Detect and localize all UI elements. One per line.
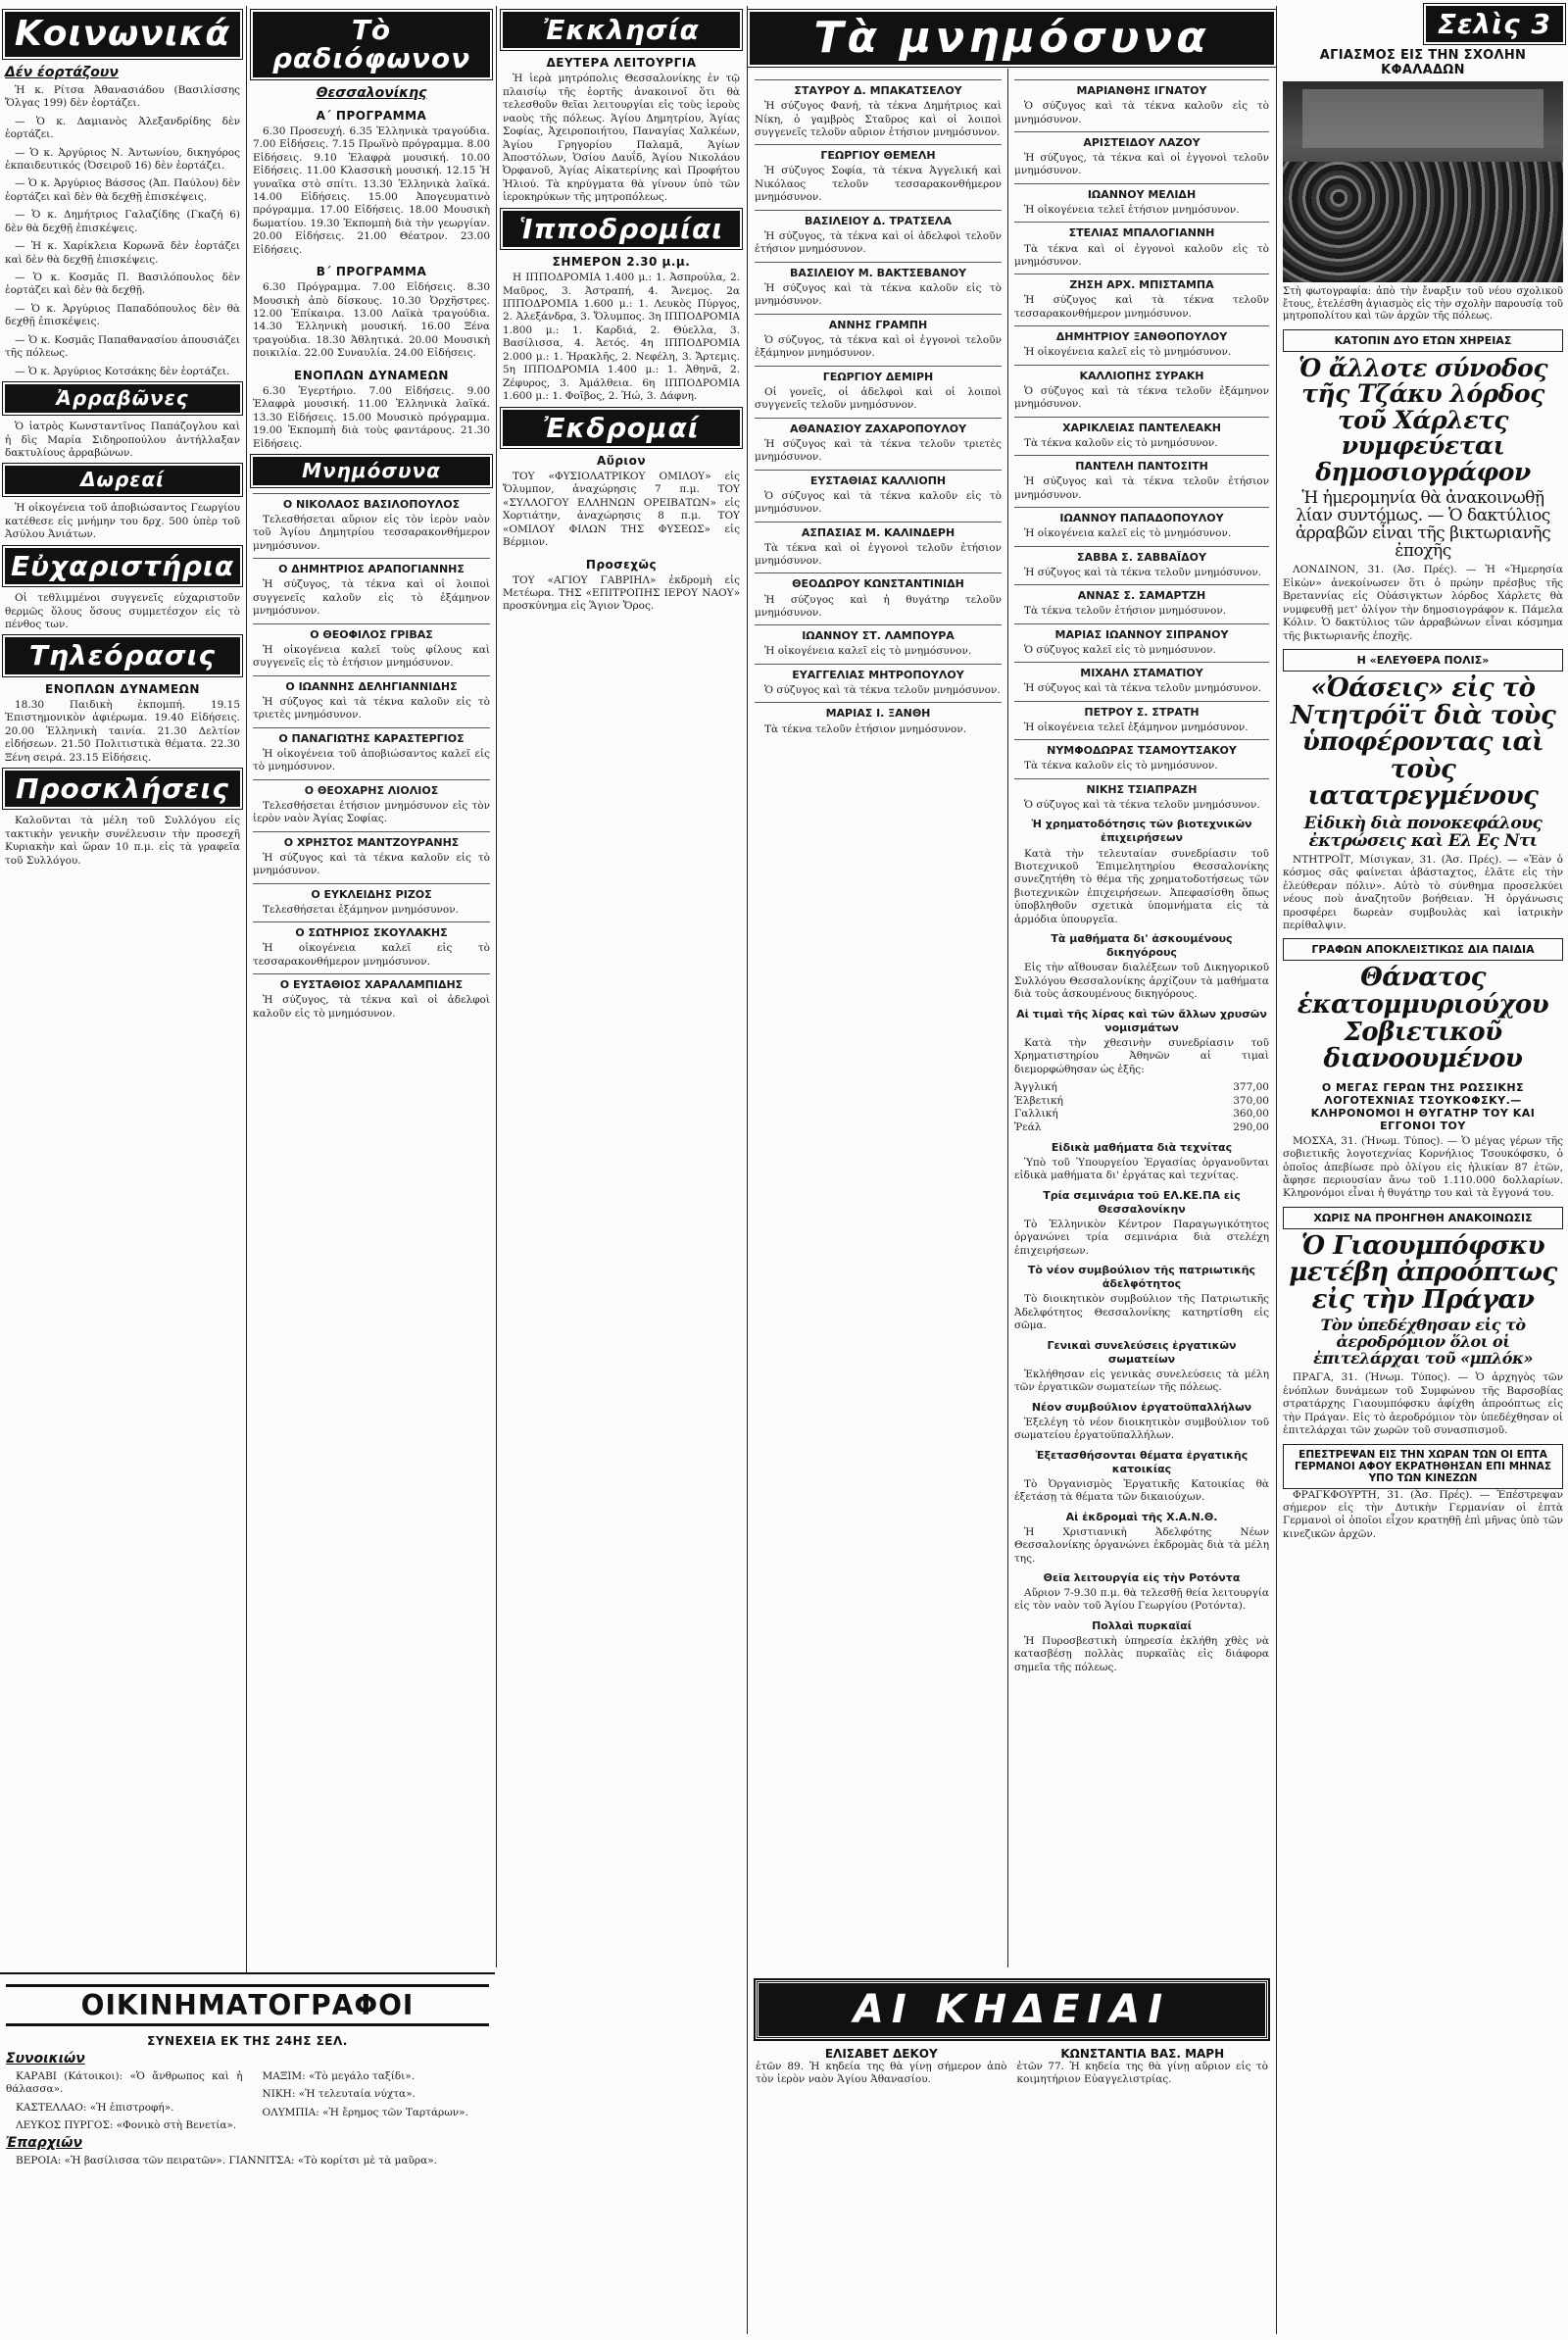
society-paragraph: — Ὁ κ. Ἀργύριος Κοτσάκης δὲν ἑορτάζει. [15,365,230,377]
brief-headline: Ἡ χρηματοδότησις τῶν βιοτεχνικῶν ἐπιχειρήσεων [1031,818,1252,845]
memorial-entry [1014,701,1269,735]
memorial-text: Τὰ τέκνα τελοῦν ἐτήσιον μνημόσυνον. [1024,605,1227,618]
memorial-name: ΧΑΡΙΚΛΕΙΑΣ ΠΑΝΤΕΛΕΑΚΗ [1062,421,1221,434]
cinema-section: Συνοικιών [6,2051,85,2066]
memorial-entry [253,973,490,1021]
memorial-text: Ὁ σύζυγος καὶ τὰ τέκνα καλοῦν εἰς τὸ μνημόσυνον. [755,489,1002,516]
memorial-name: ΖΗΣΗ ΑΡΧ. ΜΠΙΣΤΑΜΠΑ [1069,278,1214,292]
memorial-name: ΝΙΚΗΣ ΤΣΙΑΠΡΑΖΗ [1086,782,1198,796]
cinema-box [0,1972,495,2337]
memorial-text: Ἡ σύζυγος καὶ τὰ τέκνα τελοῦν ἐτήσιον μνημόσυνον. [1014,475,1269,501]
memorial-text: Οἱ γονεῖς, οἱ ἀδελφοὶ καὶ οἱ λοιποὶ συγγενεῖς τελοῦν μνημόσυνον. [755,385,1002,412]
brief-text: Ὑπὸ τοῦ Ὑπουργείου Ἐργασίας ὀργανοῦνται εἰδικὰ μαθήματα δι' ἐργάτας καὶ τεχνίτας. [1014,1156,1269,1182]
funeral-entry [756,2047,1007,2087]
memorial-name: ΙΩΑΝΝΟΥ ΣΤ. ΛΑΜΠΟΥΡΑ [802,629,955,643]
memorial-entry [253,727,490,774]
memorial-entry [1014,274,1269,321]
races-subhead: ΣΗΜΕΡΟΝ 2.30 μ.μ. [552,255,691,270]
memorial-entry [755,79,1002,139]
society-paragraph: — Ὁ κ. Ἀργύριος Βάσσος (Ἀπ. Παύλου) δὲν ἑορτάζει καὶ δὲν θὰ δεχθῇ ἐπισκέψεις. [5,177,240,203]
memorial-name: Ο ΣΩΤΗΡΙΟΣ ΣΚΟΥΛΑΚΗΣ [295,926,448,940]
memorial-entry [755,702,1002,736]
memorial-entry [253,831,490,878]
brief-headline: Νέον συμβούλιον ἐργατοϋπαλλήλων [1031,1400,1252,1414]
brief-text: Εἰς τὴν αἴθουσαν διαλέξεων τοῦ Δικηγορικοῦ Συλλόγου Θεσσαλονίκης ἀρχίζουν τὰ μαθήματα διὰ τοὺς ἀσκουμένους δικηγόρους. [1014,962,1269,1001]
photo-kicker: ΑΓΙΑΣΜΟΣ ΕΙΣ ΤΗΝ ΣΧΟΛΗΝ ΚΦΑΛΑΔΩΝ [1319,48,1527,78]
memorial-text: Ἡ σύζυγος, τὰ τέκνα καὶ οἱ ἐγγονοὶ τελοῦν μνημόσυνον. [1014,152,1269,177]
column-church [498,0,745,2340]
tv-text: 18.30 Παιδικὴ ἐκπομπή. 19.15 Ἐπιστημονικὸν ἀφιέρωμα. 19.40 Εἰδήσεις. 20.00 Ἑλληνικὴ ταινία. 21.30 Δελτίον εἰδήσεων. 21.50 Πολιτιστικὰ θέματα. 22.30 Ξένη σειρά. 23.15 Εἰδήσεις. [5,698,240,764]
brief-text: Κατὰ τὴν τελευταίαν συνεδρίασιν τοῦ Βιοτεχνικοῦ Ἐπιμελητηρίου Θεσσαλονίκης συνεζητήθη τὸ θέμα τῆς χρηματοδοτήσεως τῶν βιοτεχνικῶν ἐπιχειρήσεων. Ἀπεφασίσθη ὅπως ὑποβληθοῦν σχετικὰ ὑπομνήματα εἰς τὰ ἁρμόδια ὑπουργεῖα. [1014,847,1269,925]
cinema-listing: ΟΛΥΜΠΙΑ: «Ἡ ἔρημος τῶν Ταρτάρων». [262,2106,468,2118]
memorial-text: Τὰ τέκνα καὶ οἱ ἐγγονοὶ τελοῦν ἐτήσιον μνημόσυνον. [755,541,1002,568]
memorial-entry [253,883,490,918]
cinema-listing: ΚΑΡΑΒΙ (Κάτοικοι): «Ὁ ἄνθρωπος καὶ ἡ θάλασσα». [6,2070,243,2096]
memorial-text: Ἡ οἰκογένεια τοῦ ἀποβιώσαντος καλεῖ εἰς τὸ μνημόσυνον. [253,747,490,773]
memorial-name: Ο ΘΕΟΧΑΡΗΣ ΛΙΟΛΙΟΣ [304,783,439,797]
memorial-entry [1014,662,1269,696]
memorial-name: Ο ΙΩΑΝΝΗΣ ΔΕΛΗΓΙΑΝΝΙΔΗΣ [285,679,458,693]
tv-subheading: ΕΝΟΠΛΩΝ ΔΥΝΑΜΕΩΝ [45,681,200,696]
invitations-text: Καλοῦνται τὰ μέλη τοῦ Συλλόγου εἰς τακτικὴν γενικὴν συνέλευσιν τὴν προσεχῆ Κυριακὴν καὶ ὥραν 10 π.μ. εἰς τὰ γραφεῖα τοῦ Συλλόγου. [5,815,240,867]
funerals-box [750,1972,1274,2337]
engagements-text: Ὁ ἰατρὸς Κωνσταντῖνος Παπάζογλου καὶ ἡ δὶς Μαρία Σιδηροπούλου ἀντήλλαξαν δακτυλίους ἀρραβώνων. [5,421,240,459]
memorial-text: Τὰ τέκνα καλοῦν εἰς τὸ μνημόσυνον. [1024,760,1218,772]
memorial-name: ΜΙΧΑΗΛ ΣΤΑΜΑΤΙΟΥ [1080,667,1203,680]
society-paragraph: — Ὁ κ. Ἀργύριος Ν. Ἀντωνίου, δικηγόρος ἐκπαιδευτικός (Ὀσειροῦ 16) δὲν ἑορτάζει. [5,146,240,172]
memorial-name: ΣΤΕΛΙΑΣ ΜΠΑΛΟΓΙΑΝΝΗ [1068,226,1215,240]
memorial-text: Ἡ οἰκογένεια τελεῖ ἐξάμηνον μνημόσυνον. [1024,721,1249,733]
memorial-name: ΒΑΣΙΛΕΙΟΥ Δ. ΤΡΑΤΣΕΛΑ [805,214,952,227]
memorial-text: Τελεσθήσεται ἐτήσιον μνημόσυνον εἰς τὸν ἱερὸν ναὸν Ἁγίας Σοφίας. [253,799,490,825]
cinema-provinces: Ἐπαρχιῶν [6,2134,82,2151]
trips-text: ΤΟΥ «ΦΥΣΙΟΛΑΤΡΙΚΟΥ ΟΜΙΛΟΥ» εἰς Ὄλυμπον, ἀναχώρησις 7 π.μ. ΤΟΥ «ΣΥΛΛΟΓΟΥ ΕΛΛΗΝΩΝ ΟΡΕΙΒΑΤΩΝ» εἰς Χορτιάτην, ἀναχώρησις 8 π.μ. ΤΟΥ «ΟΜΙΛΟΥ ΦΙΛΩΝ ΤΗΣ ΦΥΣΕΩΣ» εἰς Βέρμιον. [503,470,740,549]
races-heading: Ἱπποδρομίαι [503,211,740,247]
memorial-entry [1014,365,1269,412]
memorial-entry [755,366,1002,413]
memorial-entry [755,314,1002,361]
memorial-entry [755,144,1002,204]
memorials-list-b [1014,79,1269,1674]
trips-subhead: Αὔριον [596,453,647,468]
memorial-entry [755,573,1002,620]
story4-text: ΠΡΑΓΑ, 31. (Ἠνωμ. Τύπος). — Ὁ ἀρχηγὸς τῶν ἐνόπλων δυνάμεων τοῦ Συμφώνου τῆς Βαρσοβίας στρατάρχης Γιαουμπόφσκυ ἀφίχθη ἀπροόπτως εἰς τὴν Πράγαν. Εἰς τὸ ἀεροδρόμιον τὸν ὑπεδέχθησαν οἱ ἐπιτελάρχαι τῶν χωρῶν τοῦ συνασπισμοῦ. [1283,1371,1563,1437]
upcoming-title: Προσεχῶς [585,557,658,572]
radio-program-a-text: 6.30 Προσευχή. 6.35 Ἑλληνικὰ τραγούδια. 7.00 Εἰδήσεις. 7.15 Πρωϊνὸ πρόγραμμα. 8.00 Εἰδήσεις. 9.10 Ἐλαφρὰ μουσική. 10.00 Εἰδήσεις. 11.00 Κλασσικὴ μουσική. 12.15 Ἡ γυναῖκα στὸ σπίτι. 13.30 Ἑλληνικὰ λαϊκά. 14.00 Εἰδήσεις. 15.00 Ἀπογευματινὸ πρόγραμμα. 17.00 Εἰδήσεις. 18.00 Μουσικὴ δωματίου. 19.30 Ἐκπομπὴ διὰ τὴν γεωργίαν. 20.00 Εἰδήσεις. 21.00 Θέατρον. 23.00 Εἰδήσεις. [253,124,490,256]
invitations-heading: Προσκλήσεις [5,771,240,807]
brief-text: Κατὰ τὴν χθεσινὴν συνεδρίασιν τοῦ Χρηματιστηρίου Ἀθηνῶν αἱ τιμαὶ διεμορφώθησαν ὡς ἑξῆς: [1014,1036,1269,1075]
memorial-name: Ο ΘΕΟΦΙΛΟΣ ΓΡΙΒΑΣ [310,627,433,641]
memorial-name: ΜΑΡΙΑΝΘΗΣ ΙΓΝΑΤΟΥ [1076,84,1207,97]
memorials-column-b [1009,69,1274,1967]
thanks-text: Οἱ τεθλιμμένοι συγγενεῖς εὐχαριστοῦν θερμῶς ὅλους ὅσους συμμετέσχον εἰς τὸ πένθος των. [5,592,240,630]
brief-headline: Πολλαὶ πυρκαϊαί [1092,1618,1192,1632]
memorial-entry [253,675,490,722]
memorial-entry [755,262,1002,309]
story2-text: ΝΤΗΤΡΟΪΤ, Μίσιγκαν, 31. (Ἀσ. Πρές). — «Ἐὰν ὁ κόσμος σᾶς φαίνεται ἀβάσταχτος, ἐλᾶτε εἰς τὴν ἐλεύθεραν πόλιν». Αὐτὸ τὸ σύνθημα προσελκύει νέους ποὺ ἀναζητοῦν βοήθειαν. Ἡ ὀργάνωσις προσφέρει δωρεὰν συμβουλὰς καὶ ἰατρικὴν περίθαλψιν. [1283,853,1563,932]
cinema-listings [6,2070,489,2133]
memorial-text: Ὁ σύζυγος, τὰ τέκνα καὶ οἱ ἐγγονοὶ τελοῦν ἐξάμηνον μνημόσυνον. [755,333,1002,360]
funeral-text: ἐτῶν 77. Ἡ κηδεία της θὰ γίνῃ αὔριον εἰς τὸ κοιμητήριον Εὐαγγελιστρίας. [1016,2061,1268,2086]
story5-text: ΦΡΑΓΚΦΟΥΡΤΗ, 31. (Ἀσ. Πρές). — Ἐπέστρεψαν σήμερον εἰς τὴν Δυτικὴν Γερμανίαν οἱ ἑπτὰ Γερμανοὶ οἱ ὁποῖοι εἶχον κρατηθῇ ἐπὶ μῆνας ὑπὸ τῶν κινεζικῶν ἀρχῶν. [1283,1488,1563,1540]
radio-program-b-text: 6.30 Πρόγραμμα. 7.00 Εἰδήσεις. 8.30 Μουσικὴ ἀπὸ δίσκους. 10.30 Ὀρχῆστρες. 12.00 Ἐπίκαιρα. 13.00 Λαϊκὰ τραγούδια. 14.30 Ἑλληνικὴ μουσική. 16.00 Ξένα τραγούδια. 18.30 Ἀθλητικά. 20.00 Μουσικὴ ποικιλία. 22.00 Συναυλία. 24.00 Εἰδήσεις. [253,281,490,360]
memorial-name: ΔΗΜΗΤΡΙΟΥ ΞΑΝΘΟΠΟΥΛΟΥ [1055,330,1228,344]
memorial-text: Ὁ σύζυγος καλεῖ εἰς τὸ μνημόσυνον. [1024,643,1216,656]
gold-coin-price: 370,00 [1233,1094,1269,1107]
brief-headline: Τρία σεμινάρια τοῦ ΕΛ.ΚΕ.ΠΑ εἰς Θεσσαλονίκην [1043,1188,1241,1216]
gold-coin-name: Ἀγγλική [1014,1081,1057,1094]
memorial-text: Τὰ τέκνα καλοῦν εἰς τὸ μνημόσυνον. [1024,436,1218,449]
memorial-text: Ἡ οἰκογένεια καλεῖ εἰς τὸ τεσσαρακονθήμερον μνημόσυνον. [253,942,490,968]
cinema-listing: ΛΕΥΚΟΣ ΠΥΡΓΟΣ: «Φονικὸ στὴ Βενετία». [16,2119,237,2132]
society-subhead: Δέν έορτάζουν [5,64,119,80]
column-page3 [1278,0,1568,2334]
column-radio [248,0,495,1967]
radio-masthead: Τὸ ραδιόφωνον [253,12,490,77]
funeral-text: ἐτῶν 89. Ἡ κηδεία της θὰ γίνῃ σήμερον ἀπὸ τὸν ἱερὸν ναὸν Ἁγίου Ἀθανασίου. [756,2061,1007,2086]
memorial-text: Ἡ σύζυγος καὶ τὰ τέκνα τελοῦν τριετὲς μνημόσυνον. [755,437,1002,464]
story4-headline: Ὁ Γιαουμπόφσκυ μετέβη ἀπροόπτως εἰς τὴν Πράγαν [1289,1230,1557,1315]
column-rule [496,6,497,1967]
brief-headline: Τὰ μαθήματα δι' ἀσκουμένους δικηγόρους [1051,932,1233,960]
memorial-entry [1014,623,1269,658]
photo-caption: Στὴ φωτογραφία: ἀπὸ τὴν ἔναρξιν τοῦ νέου σχολικοῦ ἔτους, ἐτελέσθη ἀγιασμὸς εἰς τὴν σχολὴν παρουσίᾳ τοῦ μητροπολίτου καὶ τῶν ἀρχῶν τῆς πόλεως. [1283,286,1563,323]
memorial-name: ΑΝΝΑΣ Σ. ΣΑΜΑΡΤΖΗ [1077,589,1206,603]
memorial-entry [755,210,1002,257]
memorial-name: Ο ΠΑΝΑΓΙΩΤΗΣ ΚΑΡΑΣΤΕΡΓΙΟΣ [278,731,465,745]
memorial-text: Ἡ σύζυγος καὶ τὰ τέκνα καλοῦν εἰς τὸ μνημόσυνον. [755,281,1002,308]
memorial-name: Ο ΕΥΣΤΑΘΙΟΣ ΧΑΡΑΛΑΜΠΙΔΗΣ [279,977,464,991]
story1-headline: Ὁ ἄλλοτε σύνοδος τῆς Τζάκυ λόρδος τοῦ Χάρλετς νυμφεύεται δημοσιογράφον [1298,353,1548,486]
brief-text: Ἡ Χριστιανικὴ Ἀδελφότης Νέων Θεσσαλονίκης ὀργανώνει ἐκδρομὰς διὰ τὰ μέλη της. [1014,1525,1269,1565]
memorial-text: Ἡ σύζυγος Φανή, τὰ τέκνα Δημήτριος καὶ Νίκη, ὁ γαμβρὸς Σταῦρος καὶ οἱ λοιποὶ συγγενεῖς τελοῦν αὔριον ἐτήσιον μνημόσυνον. [755,100,1002,138]
memorials-banner: Τὰ μνημόσυνα [750,12,1274,65]
church-subhead: ΔΕΥΤΕΡΑ ΛΕΙΤΟΥΡΓΙΑ [546,56,697,71]
memorial-entry [755,624,1002,659]
society-paragraph: — Ὁ κ. Ἀργύριος Παπαδόπουλος δὲν θὰ δεχθῇ ἐπισκέψεις. [5,302,240,328]
tv-heading: Τηλεόρασις [5,637,240,673]
news-briefs [1014,818,1269,1674]
donations-heading: Δωρεαί [5,466,240,494]
memorials-column-a [750,69,1006,1967]
radio-armed-text: 6.30 Ἐγερτήριο. 7.00 Εἰδήσεις. 9.00 Ἐλαφρὰ μουσική. 11.00 Ἑλληνικὰ λαϊκά. 13.30 Εἰδήσεις. 15.00 Μουσικὸ πρόγραμμα. 19.00 Ἐκπομπὴ διὰ τοὺς φαντάρους. 21.30 Εἰδήσεις. [253,384,490,450]
engagements-heading: Ἀρραβῶνες [5,384,240,413]
memorial-text: Ἡ σύζυγος, τὰ τέκνα καὶ οἱ ἀδελφοὶ καλοῦν εἰς τὸ μνημόσυνον. [253,994,490,1020]
memorial-entry [1014,222,1269,269]
brief-text: Τὸ διοικητικὸν συμβούλιον τῆς Πατριωτικῆς Ἀδελφότητος Θεσσαλονίκης κατηρτίσθη εἰς σῶμα. [1014,1293,1269,1332]
brief-headline: Αἱ τιμαὶ τῆς λίρας καὶ τῶν ἄλλων χρυσῶν νομισμάτων [1016,1007,1267,1034]
memorial-name: ΙΩΑΝΝΟΥ ΜΕΛΙΔΗ [1087,187,1197,201]
memorial-text: Τελεσθήσεται αὔριον εἰς τὸν ἱερὸν ναὸν τοῦ Ἁγίου Δημητρίου τεσσαρακονθήμερον μνημόσυνον. [253,514,490,552]
gold-coin-price: 290,00 [1233,1121,1269,1134]
memorial-entry [1014,417,1269,451]
memorial-entry [1014,183,1269,218]
memorial-name: ΚΑΛΛΙΟΠΗΣ ΣΥΡΑΚΗ [1079,369,1204,382]
cinema-title: ΟΙΚΙΝΗΜΑΤΟΓΡΑΦΟΙ [6,1984,489,2026]
memorial-entry [1014,131,1269,178]
story3-text: ΜΟΣΧΑ, 31. (Ἠνωμ. Τύπος). — Ὁ μέγας γέρων τῆς σοβιετικῆς λογοτεχνίας Κορνήλιος Τσουκόφσκυ, ὁ ὁποῖος ἀπεβίωσε πρὸ ὀλίγου εἰς ἡλικίαν 87 ἐτῶν, ἄφησε περιουσίαν ἄνω τοῦ 1.110.000 δολλαρίων. Κληρονόμοι εἶναι ἡ θυγάτηρ του καὶ τὰ ἔγγονά του. [1283,1134,1563,1200]
memorial-name: ΠΑΝΤΕΛΗ ΠΑΝΤΟΣΙΤΗ [1075,460,1208,473]
news-photo [1283,81,1563,282]
brief-headline: Εἰδικὰ μαθήματα διὰ τεχνίτας [1051,1140,1233,1154]
gold-coin-name: Ῥεάλ [1014,1121,1042,1134]
memorial-name: ΣΑΒΒΑ Σ. ΣΑΒΒΑΪΔΟΥ [1077,550,1206,564]
memorial-text: Ἡ σύζυγος, τὰ τέκνα καὶ οἱ λοιποὶ συγγενεῖς καλοῦν εἰς τὸ ἐξάμηνον μνημόσυνον. [253,578,490,618]
cinema-provinces-text: ΒΕΡΟΙΑ: «Ἡ βασίλισσα τῶν πειρατῶν». ΓΙΑΝΝΙΤΣΑ: «Τὸ κορίτσι μὲ τὰ μαῦρα». [16,2154,437,2166]
gold-coin-price: 377,00 [1233,1081,1269,1094]
column-rule [747,6,748,2334]
memorials-list-a [755,79,1002,736]
memorial-name: ΒΑΣΙΛΕΙΟΥ Μ. ΒΑΚΤΣΕΒΑΝΟΥ [789,266,967,279]
brief-headline: Τὸ νέον συμβούλιον τῆς πατριωτικῆς ἀδελφότητος [1027,1264,1256,1291]
memorial-text: Ἡ σύζυγος καὶ τὰ τέκνα καλοῦν εἰς τὸ μνημόσυνον. [253,851,490,877]
church-masthead: Ἐκκλησία [503,12,740,48]
brief-headline: Γενικαὶ συνελεύσεις ἐργατικῶν σωματείων [1047,1338,1237,1366]
page-number-masthead: Σελὶς 3 [1426,6,1563,42]
memorial-text: Ἡ σύζυγος καὶ τὰ τέκνα καλοῦν εἰς τὸ τριετὲς μνημόσυνον. [253,695,490,722]
memorial-name: Ο ΧΡΗΣΤΟΣ ΜΑΝΤΖΟΥΡΑΝΗΣ [283,835,460,849]
memorial-text: Ἡ οἰκογένεια καλεῖ εἰς τὸ μνημόσυνον. [1024,346,1232,359]
radio-subhead: Θεσσαλονίκης [316,84,427,101]
church-text: Ἡ ἱερὰ μητρόπολις Θεσσαλονίκης ἐν τῷ πλαισίῳ τῆς ἑορτῆς ἀνακοινοῖ ὅτι θὰ τελεσθοῦν θεῖαι λειτουργίαι εἰς τοὺς ἱεροὺς ναοὺς τῆς πόλεως. Ἁγίου Δημητρίου, Ἁγίας Σοφίας, Ἀχειροποιήτου, Παναγίας Χαλκέων, Ἁγίου Γρηγορίου Παλαμᾶ, Ἁγίων Ἀποστόλων, Ὁσίου Δαυΐδ, Ἁγίου Νικολάου Ὀρφανοῦ, Ἁγίας Αἰκατερίνης καὶ Προφήτου Ἠλιού. Τὰ κηρύγματα θὰ γίνουν ὑπὸ τῶν ἱεροκηρύκων τῆς μητροπόλεως. [503,73,740,204]
story3-headline: Θάνατος ἑκατομμυριούχου Σοβιετικοῦ διανοουμένου [1297,963,1549,1074]
funeral-name: ΚΩΝΣΤΑΝΤΙΑ ΒΑΣ. ΜΑΡΗ [1060,2047,1225,2061]
memorial-name: ΜΑΡΙΑΣ ΙΩΑΝΝΟΥ ΣΙΠΡΑΝΟΥ [1054,627,1229,641]
story2-deck: Εἰδικὴ διὰ πονοκεφάλους ἐκτρώσεις καὶ Ελ Ες Ντι [1303,813,1543,851]
memorial-name: Ο ΝΙΚΟΛΑΟΣ ΒΑΣΙΛΟΠΟΥΛΟΣ [282,497,461,511]
story5-kicker: ΕΠΕΣΤΡΕΨΑΝ ΕΙΣ ΤΗΝ ΧΩΡΑΝ ΤΩΝ ΟΙ ΕΠΤΑ ΓΕΡΜΑΝΟΙ ΑΦΟΥ ΕΚΡΑΤΗΘΗΣΑΝ ΕΠΙ ΜΗΝΑΣ ΥΠΟ ΤΩΝ ΚΙΝΕΖΩΝ [1283,1444,1563,1489]
brief-text: Αὔριον 7-9.30 π.μ. θὰ τελεσθῇ θεία λειτουργία εἰς τὸν ναὸν τοῦ Ἁγίου Γεωργίου (Ροτόντα). [1014,1587,1269,1613]
funeral-entry [1017,2047,1269,2087]
memorial-list [253,493,490,1021]
memorial-text: Ἡ οἰκογένεια καλεῖ εἰς τὸ μνημόσυνον. [764,645,972,658]
brief-headline: Ἐξετασθήσονται θέματα ἐργατικῆς κατοικίας [1035,1448,1249,1475]
gold-coin-price: 360,00 [1233,1108,1269,1120]
memorials-banner-wrap [750,6,1274,73]
column-rule [1276,6,1277,2334]
memorial-name: ΣΤΑΥΡΟΥ Δ. ΜΠΑΚΑΤΣΕΛΟΥ [794,84,962,97]
memorial-text: Ἡ οἰκογένεια τελεῖ ἐτήσιον μνημόσυνον. [1024,203,1240,216]
memorial-entry [1014,455,1269,502]
story1-text: ΛΟΝΔΙΝΟΝ, 31. (Ἀσ. Πρές). — Ἡ «Ἡμερησία Εἰκὼν» ἀνεκοίνωσεν ὅτι ὁ πρώην πρέσβυς τῆς Βρεταννίας εἰς Οὐάσιγκτων λόρδος Χάρλετς θὰ νυμφευθῇ μετ' ὀλίγον τὴν δημοσιογράφον κ. Πάμελα Κόλιν. Ὁ δακτύλιος τῶν ἀρραβώνων εἶναι κόσμημα τῆς βικτωριανῆς ἐποχῆς. [1283,564,1563,642]
radio-armed-title: ΕΝΟΠΛΩΝ ΔΥΝΑΜΕΩΝ [294,368,449,382]
funerals-banner: ΑΙ ΚΗΔΕΙΑΙ [756,1980,1268,2039]
society-paragraph: — Ἡ κ. Χαρίκλεια Κορωνᾶ δὲν ἑορτάζει καὶ δὲν θὰ δεχθῇ ἐπισκέψεις. [5,240,240,266]
memorial-entry [1014,325,1269,360]
memorials-small-heading: Μνημόσυνα [253,457,490,485]
memorial-entry [253,779,490,826]
radio-program-a-title: Α΄ ΠΡΟΓΡΑΜΜΑ [316,108,427,123]
column-rule [1007,69,1008,1967]
society-paragraph: — Ὁ κ. Δαμιανὸς Ἀλεξανδρίδης δὲν ἑορτάζει. [5,115,240,141]
memorial-entry [253,493,490,553]
memorial-name: ΑΣΠΑΣΙΑΣ Μ. ΚΑΛΙΝΔΕΡΗ [801,525,956,539]
upcoming-text: ΤΟΥ «ΑΓΙΟΥ ΓΑΒΡΙΗΛ» ἐκδρομὴ εἰς Μετέωρα. ΤΗΣ «ΕΠΙΤΡΟΠΗΣ ΙΕΡΟΥ ΝΑΟΥ» προσκύνημα εἰς Ἅγιον Ὄρος. [503,573,740,613]
memorial-name: ΕΥΑΓΓΕΛΙΑΣ ΜΗΤΡΟΠΟΥΛΟΥ [792,668,964,681]
radio-program-b-title: Β΄ ΠΡΟΓΡΑΜΜΑ [316,265,427,279]
memorial-text: Ὁ σύζυγος καὶ τὰ τέκνα τελοῦν ἐξάμηνον μνημόσυνον. [1014,384,1269,411]
gold-price-table [1014,1081,1269,1135]
thanks-heading: Εὐχαριστήρια [5,548,240,584]
cinema-subtitle: ΣΥΝΕΧΕΙΑ ΕΚ ΤΗΣ 24ΗΣ ΣΕΛ. [147,2034,348,2048]
memorial-name: ΝΥΜΦΟΔΩΡΑΣ ΤΣΑΜΟΥΤΣΑΚΟΥ [1047,744,1237,758]
brief-text: Ἐξελέγη τὸ νέον διοικητικὸν συμβούλιον τοῦ σωματείου ἐργατοϋπαλλήλων. [1014,1416,1269,1442]
story4-kicker: ΧΩΡΙΣ ΝΑ ΠΡΟΗΓΗΘΗ ΑΝΑΚΟΙΝΩΣΙΣ [1283,1207,1563,1229]
memorial-text: Τὰ τέκνα καὶ οἱ ἐγγονοὶ καλοῦν εἰς τὸ μνημόσυνον. [1014,242,1269,268]
memorial-text: Ἡ σύζυγος καὶ τὰ τέκνα τελοῦν μνημόσυνον. [1024,682,1262,695]
donations-text: Ἡ οἰκογένεια τοῦ ἀποβιώσαντος Γεωργίου κατέθεσε εἰς μνήμην του δρχ. 500 ὑπὲρ τοῦ Ἀσύλου Ἀνιάτων. [5,502,240,541]
society-paragraphs [5,84,240,378]
brief-headline: Θεῖα λειτουργία εἰς τὴν Ροτόντα [1043,1570,1241,1584]
cinema-listing: ΜΑΞΙΜ: «Τὸ μεγάλο ταξίδι». [262,2070,416,2082]
memorial-text: Ἡ σύζυγος, τὰ τέκνα καὶ οἱ ἀδελφοὶ τελοῦν ἐτήσιον μνημόσυνον. [755,229,1002,256]
trips-heading: Ἐκδρομαί [503,410,740,446]
brief-headline: Αἱ ἐκδρομαὶ τῆς Χ.Α.Ν.Θ. [1065,1510,1218,1523]
memorial-entry [253,623,490,671]
memorial-entry [1014,778,1269,813]
society-paragraph: — Ὁ κ. Κοσμᾶς Παπαθανασίου ἀπουσιάζει τῆς πόλεως. [5,333,240,360]
memorial-text: Ὁ σύζυγος καὶ τὰ τέκνα καλοῦν εἰς τὸ μνημόσυνον. [1014,100,1269,125]
memorial-entry [755,664,1002,698]
memorial-name: ΜΑΡΙΑΣ Ι. ΞΑΝΘΗ [825,707,931,721]
gold-coin-name: Ἐλβετική [1014,1094,1063,1107]
memorial-entry [1014,546,1269,580]
memorial-text: Ἡ σύζυγος καὶ ἡ θυγάτηρ τελοῦν μνημόσυνον. [755,593,1002,619]
memorial-entry [1014,79,1269,126]
cinema-listing: ΚΑΣΤΕΛΛΑΟ: «Ἡ ἐπιστροφή». [16,2101,174,2114]
brief-text: Ἡ Πυροσβεστικὴ ὑπηρεσία ἐκλήθη χθὲς νὰ κατασβέσῃ πολλὰς πυρκαϊὰς εἰς διάφορα σημεῖα τῆς πόλεως. [1014,1635,1269,1673]
cinema-listing: ΝΙΚΗ: «Ἡ τελευταία νύχτα». [262,2088,416,2101]
memorial-entry [755,470,1002,517]
society-paragraph: — Ὁ κ. Κοσμᾶς Π. Βασιλόπουλος δὲν ἑορτάζει καὶ δὲν θὰ δεχθῇ. [5,272,240,297]
story1-kicker: ΚΑΤΟΠΙΝ ΔΥΟ ΕΤΩΝ ΧΗΡΕΙΑΣ [1283,329,1563,352]
memorial-name: ΓΕΩΡΓΙΟΥ ΘΕΜΕΛΗ [820,149,936,163]
brief-text: Ἐκλήθησαν εἰς γενικὰς συνελεύσεις τὰ μέλη τῶν ἐργατικῶν σωματείων τῆς πόλεως. [1014,1368,1269,1394]
memorial-name: ΓΕΩΡΓΙΟΥ ΔΕΜΙΡΗ [822,370,934,383]
memorial-text: Ἡ οἰκογένεια καλεῖ εἰς τὸ μνημόσυνον. [1024,527,1232,540]
funerals-list [756,2047,1268,2087]
memorial-entry [755,522,1002,569]
memorial-name: ΠΕΤΡΟΥ Σ. ΣΤΡΑΤΗ [1084,705,1200,719]
memorial-entry [1014,739,1269,773]
story3-deck: Ο ΜΕΓΑΣ ΓΕΡΩΝ ΤΗΣ ΡΩΣΣΙΚΗΣ ΛΟΓΟΤΕΧΝΙΑΣ ΤΣΟΥΚΟΦΣΚΥ.— ΚΛΗΡΟΝΟΜΟΙ Η ΘΥΓΑΤΗΡ ΤΟΥ ΚΑΙ ΕΓΓΟΝΟΙ ΤΟΥ [1310,1080,1536,1132]
story4-deck: Τὸν ὑπεδέχθησαν εἰς τὸ ἀεροδρόμιον ὅλοι οἱ ἐπιτελάρχαι τοῦ «μπλόκ» [1313,1316,1533,1369]
society-paragraph: — Ὁ κ. Δημήτριος Γαλαζίδης (Γκαζή 6) δὲν θὰ δεχθῇ ἐπισκέψεις. [5,209,240,234]
memorial-entry [1014,584,1269,619]
memorial-entry [253,921,490,969]
memorial-name: Ο ΕΥΚΛΕΙΔΗΣ ΡΙΖΟΣ [311,887,432,901]
memorial-name: ΑΡΙΣΤΕΙΔΟΥ ΛΑΖΟΥ [1083,135,1200,149]
memorial-name: ΘΕΟΔΩΡΟΥ ΚΩΝΣΤΑΝΤΙΝΙΔΗ [792,577,964,591]
story2-headline: «Ὀάσεις» εἰς τὸ Ντητρόϊτ διὰ τοὺς ὑποφέροντας ιαὶ τοὺς ιατατρεγμένους [1290,673,1556,812]
memorial-text: Ὁ σύζυγος καὶ τὰ τέκνα τελοῦν μνημόσυνον. [764,684,1001,696]
story1-deck: Ἡ ἡμερομηνία θὰ ἀνακοινωθῇ λίαν συντόμως. — Ὁ δακτύλιος ἀρραβῶν εἶναι τῆς βικτωριανῆς ἐποχῆς [1295,488,1551,562]
memorial-text: Ἡ σύζυγος Σοφία, τὰ τέκνα Ἀγγελική καὶ Νικόλαος τελοῦν τεσσαρακονθήμερον μνημόσυνον. [755,165,1002,204]
brief-text: Τὸ Ἑλληνικὸν Κέντρον Παραγωγικότητος ὀργανώνει τρία σεμινάρια διὰ στελέχη ἐπιχειρήσεων. [1014,1218,1269,1257]
memorial-name: ΕΥΣΤΑΘΙΑΣ ΚΑΛΛΙΟΠΗ [809,473,947,487]
gold-coin-name: Γαλλική [1014,1108,1058,1120]
funeral-name: ΕΛΙΣΑΒΕΤ ΔΕΚΟΥ [824,2047,938,2061]
society-masthead: Κοινωνικά [5,12,240,57]
memorial-text: Ἡ οἰκογένεια καλεῖ τοὺς φίλους καὶ συγγενεῖς εἰς τὸ ἐτήσιον μνημόσυνον. [253,643,490,670]
memorial-text: Ἡ σύζυγος καὶ τὰ τέκνα τελοῦν μνημόσυνον. [1024,566,1262,578]
memorial-text: Τελεσθήσεται ἐξάμηνον μνημόσυνον. [263,903,459,916]
memorial-name: ΑΘΑΝΑΣΙΟΥ ΖΑΧΑΡΟΠΟΥΛΟΥ [789,422,967,435]
brief-text: Τὸ Ὀργανισμὸς Ἐργατικῆς Κατοικίας θὰ ἐξετάσῃ τὰ θέματα τῶν δικαιούχων. [1014,1477,1269,1504]
memorial-entry [755,418,1002,465]
story3-kicker: ΓΡΑΦΩΝ ΑΠΟΚΛΕΙΣΤΙΚΩΣ ΔΙΑ ΠΑΙΔΙΑ [1283,938,1563,961]
memorial-name: Ο ΔΗΜΗΤΡΙΟΣ ΑΡΑΠΟΓΙΑΝΝΗΣ [278,563,465,576]
memorial-entry [253,558,490,618]
story2-kicker: Η «ΕΛΕΥΘΕΡΑ ΠΟΛΙΣ» [1283,649,1563,672]
society-paragraph: Ἡ κ. Ρίτσα Ἀθανασιάδου (Βασιλίσσης Ὄλγας 199) δὲν ἑορτάζει. [5,83,240,110]
memorial-name: ΙΩΑΝΝΟΥ ΠΑΠΑΔΟΠΟΥΛΟΥ [1059,512,1224,525]
memorial-text: Τὰ τέκνα τελοῦν ἐτήσιον μνημόσυνον. [764,722,967,735]
memorial-text: Ἡ σύζυγος καὶ τὰ τέκνα τελοῦν τεσσαρακονθήμερον μνημόσυνον. [1014,294,1269,320]
memorial-text: Ὁ σύζυγος καὶ τὰ τέκνα τελοῦν μνημόσυνον. [1024,798,1260,811]
memorial-entry [1014,507,1269,541]
races-text: Η ΙΠΠΟΔΡΟΜΙΑ 1.400 μ.: 1. Ἀσπρούλα, 2. Μαῦρος, 3. Ἀστραπή, 4. Ἄνεμος. 2α ΙΠΠΟΔΡΟΜΙΑ 1.600 μ.: 1. Λευκὸς Πύργος, 2. Ἀλεξάνδρα, 3. Ὄλυμπος. 3η ΙΠΠΟΔΡΟΜΙΑ 1.800 μ.: 1. Καρδιά, 2. Θύελλα, 3. Βασίλισσα, 4. Ἀετός. 4η ΙΠΠΟΔΡΟΜΙΑ 2.000 μ.: 1. Ἡρακλῆς, 2. Νεφέλη, 3. Ἄρτεμις. 5η ΙΠΠΟΔΡΟΜΙΑ 1.400 μ.: 1. Ἀθηνᾶ, 2. Ζέφυρος, 3. Ἀμάλθεια. 6η ΙΠΠΟΔΡΟΜΙΑ 1.600 μ.: 1. Φοῖβος, 2. Ἠώ, 3. Δάφνη. [503,272,740,403]
memorial-name: ΑΝΝΗΣ ΓΡΑΜΠΗ [828,318,928,331]
